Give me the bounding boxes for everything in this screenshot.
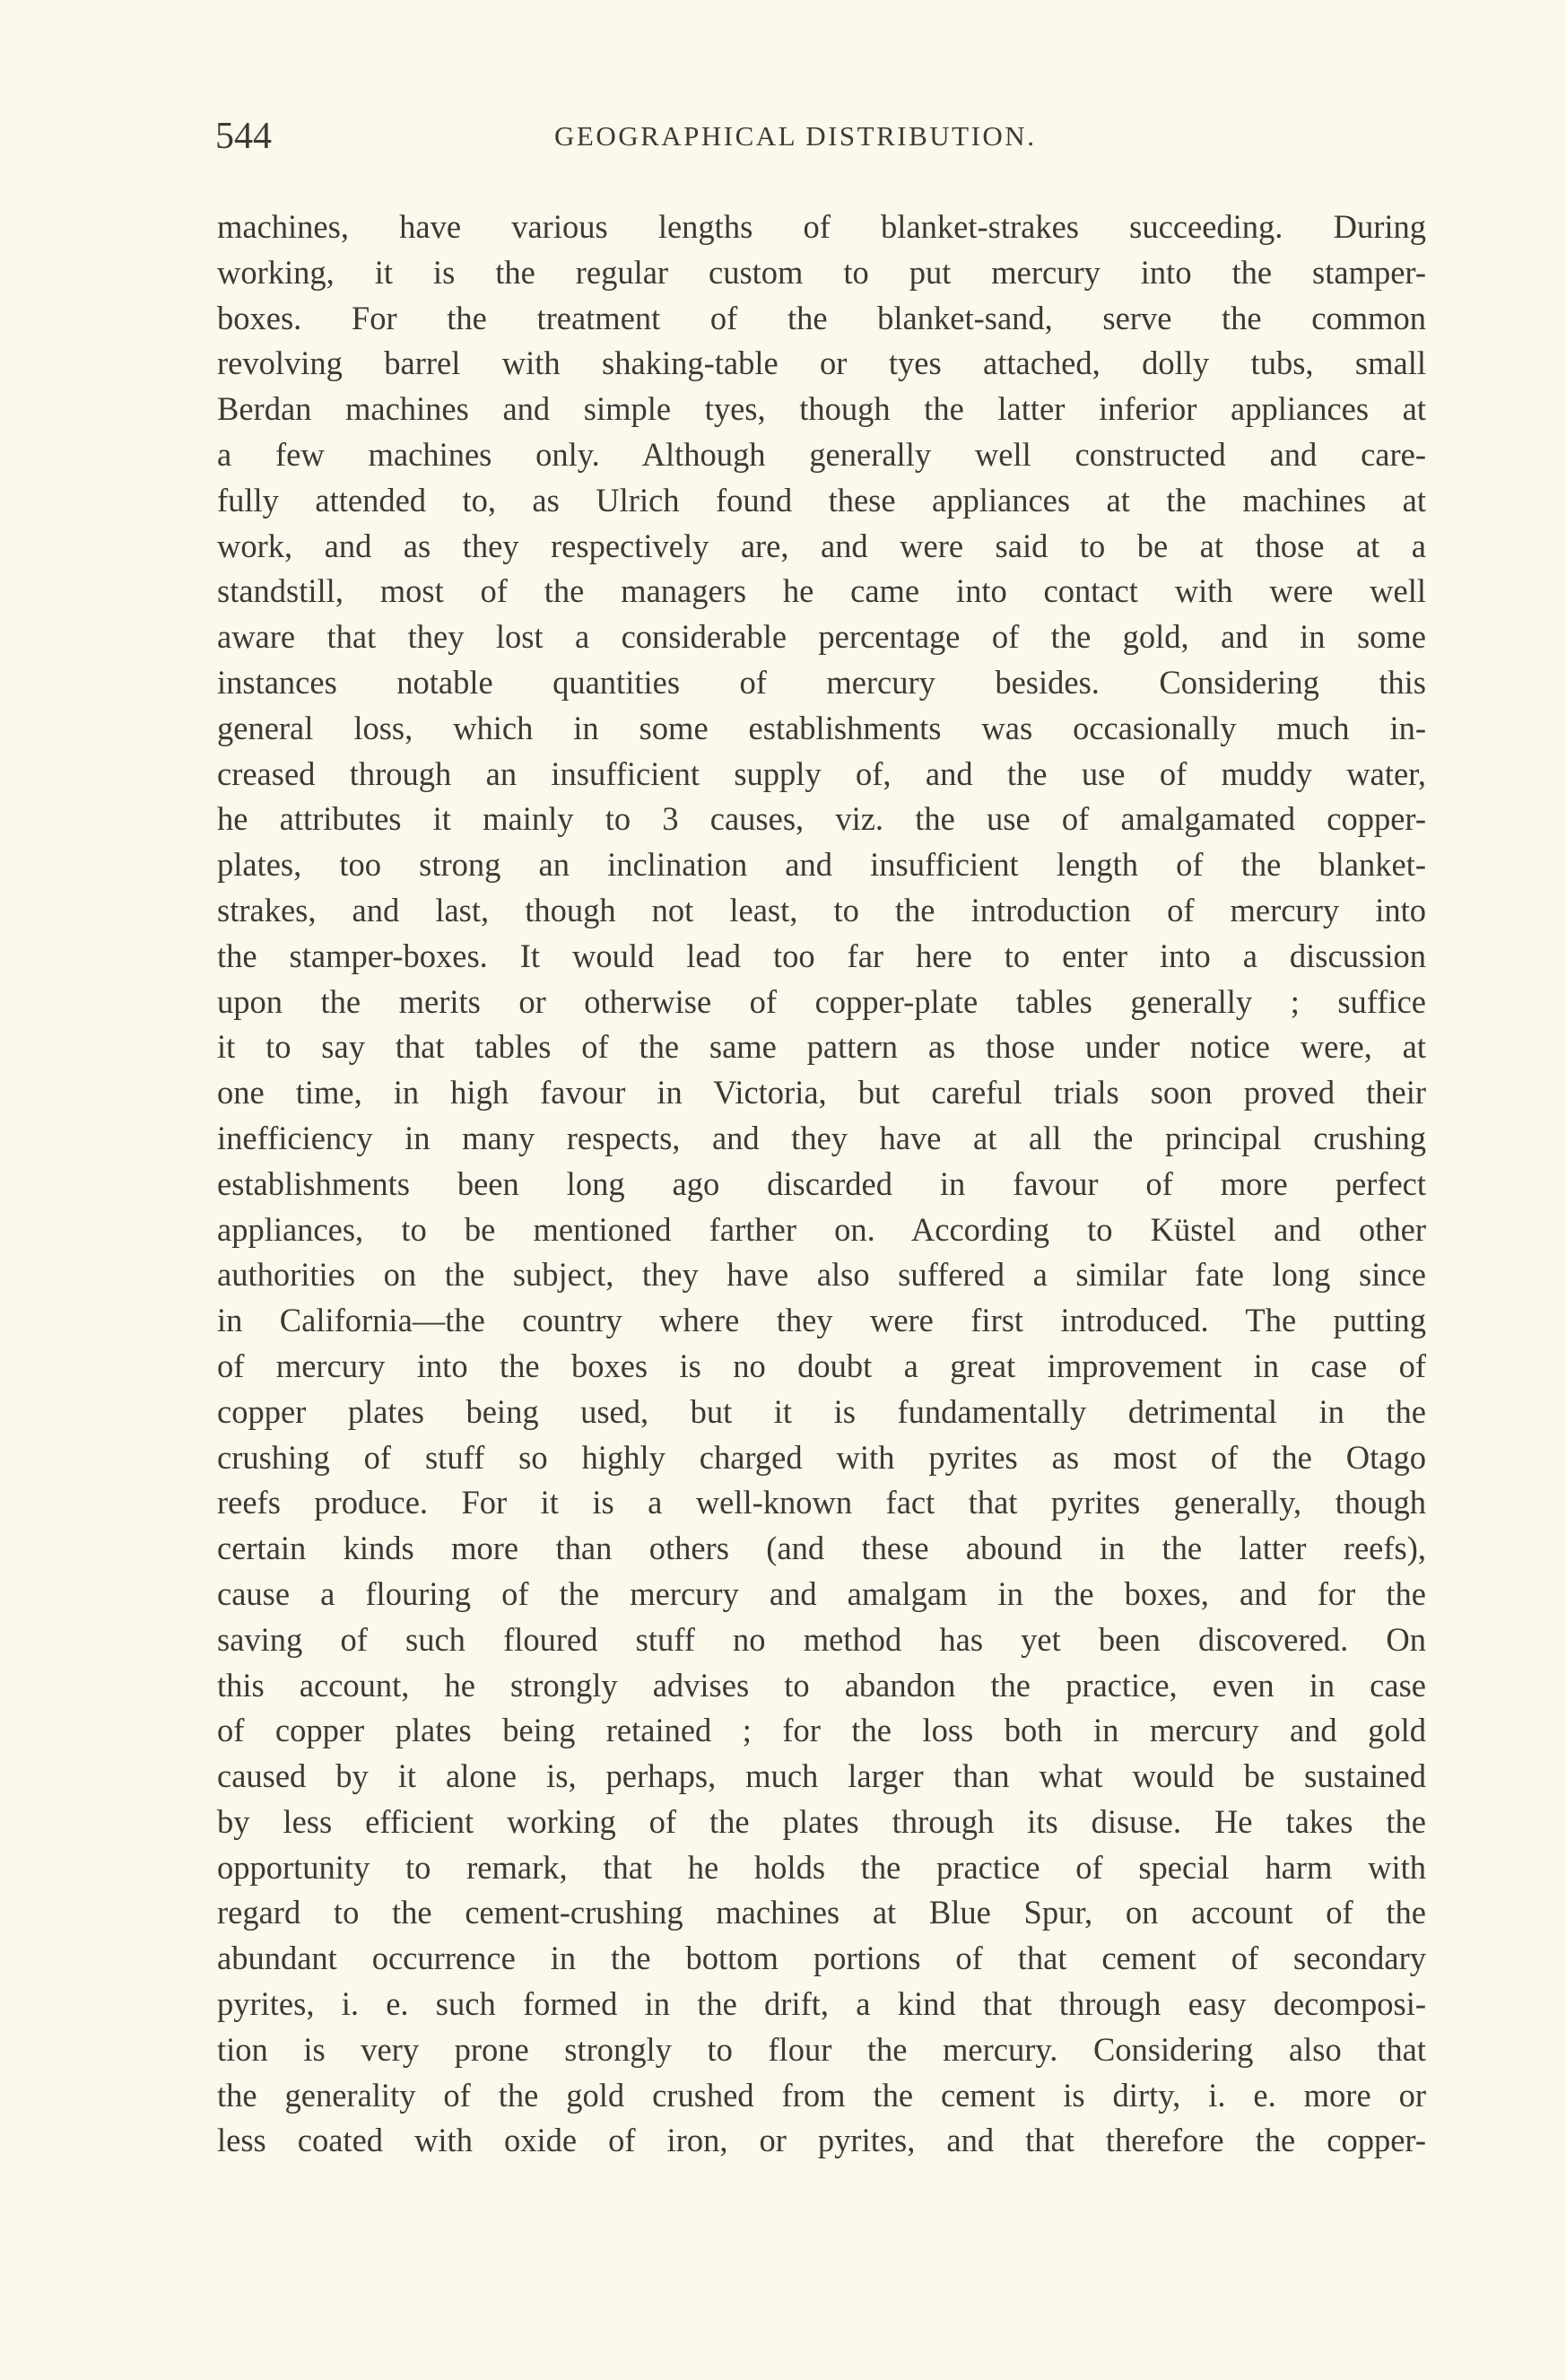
text-line: saving of such floured stuff no method has yet been discovered. On bbox=[217, 1620, 1426, 1658]
text-line: appliances, to be mentioned farther on. According to Küstel and other bbox=[217, 1210, 1426, 1248]
text-line: strakes, and last, though not least, to the introduction of mercury into bbox=[217, 891, 1426, 928]
text-line: work, and as they respectively are, and were said to be at those at a bbox=[217, 527, 1426, 564]
page-number: 544 bbox=[215, 116, 272, 157]
text-line: the stamper-boxes. It would lead too far here to enter into a discussion bbox=[217, 937, 1426, 974]
text-line: revolving barrel with shaking-table or tyes attached, dolly tubs, small bbox=[217, 344, 1426, 382]
running-head: GEOGRAPHICAL DISTRIBUTION. bbox=[554, 120, 1037, 152]
text-line: of mercury into the boxes is no doubt a great improvement in case of bbox=[217, 1347, 1426, 1384]
text-line: machines, have various lengths of blanket-strakes succeeding. During bbox=[217, 208, 1426, 245]
text-line: Berdan machines and simple tyes, though the latter inferior appliances at bbox=[217, 390, 1426, 428]
text-line: a few machines only. Although generally well constructed and care- bbox=[217, 435, 1426, 473]
text-line: it to say that tables of the same pattern as those under notice were, at bbox=[217, 1028, 1426, 1066]
text-line: boxes. For the treatment of the blanket-sand, serve the common bbox=[217, 299, 1426, 336]
text-line: copper plates being used, but it is fundamentally detrimental in the bbox=[217, 1392, 1426, 1430]
body-text bbox=[217, 205, 1426, 2164]
text-line: establishments been long ago discarded in favour of more perfect bbox=[217, 1164, 1426, 1202]
text-line: upon the merits or otherwise of copper-plate tables generally ; suffice bbox=[217, 982, 1426, 1020]
text-line: by less efficient working of the plates through its disuse. He takes the bbox=[217, 1802, 1426, 1840]
text-line: of copper plates being retained ; for the loss both in mercury and gold bbox=[217, 1712, 1426, 1749]
text-line: inefficiency in many respects, and they have at all the principal crushing bbox=[217, 1119, 1426, 1156]
text-line: opportunity to remark, that he holds the practice of special harm with bbox=[217, 1848, 1426, 1886]
text-line: creased through an insufficient supply of, and the use of muddy water, bbox=[217, 754, 1426, 792]
text-line: reefs produce. For it is a well-known fact that pyrites generally, though bbox=[217, 1484, 1426, 1521]
text-line: pyrites, i. e. such formed in the drift, a kind that through easy decomposi- bbox=[217, 1985, 1426, 2023]
text-line: fully attended to, as Ulrich found these appliances at the machines at bbox=[217, 481, 1426, 519]
text-line: general loss, which in some establishments was occasionally much in- bbox=[217, 709, 1426, 746]
text-line: cause a flouring of the mercury and amalgam in the boxes, and for the bbox=[217, 1574, 1426, 1612]
text-line: certain kinds more than others (and these abound in the latter reefs), bbox=[217, 1530, 1426, 1567]
text-line: tion is very prone strongly to flour the mercury. Considering also that bbox=[217, 2030, 1426, 2068]
text-line: authorities on the subject, they have also suffered a similar fate long since bbox=[217, 1256, 1426, 1294]
text-line: plates, too strong an inclination and insufficient length of the blanket- bbox=[217, 846, 1426, 884]
text-line: crushing of stuff so highly charged with pyrites as most of the Otago bbox=[217, 1438, 1426, 1476]
text-line: aware that they lost a considerable percentage of the gold, and in some bbox=[217, 618, 1426, 656]
text-line: one time, in high favour in Victoria, but careful trials soon proved their bbox=[217, 1074, 1426, 1112]
text-line: less coated with oxide of iron, or pyrites, and that therefore the copper- bbox=[217, 2122, 1426, 2159]
text-line: the generality of the gold crushed from the cement is dirty, i. e. more or bbox=[217, 2076, 1426, 2114]
text-line: he attributes it mainly to 3 causes, viz. the use of amalgamated copper- bbox=[217, 800, 1426, 838]
text-line: caused by it alone is, perhaps, much larger than what would be sustained bbox=[217, 1757, 1426, 1795]
text-line: working, it is the regular custom to put mercury into the stamper- bbox=[217, 253, 1426, 291]
text-line: abundant occurrence in the bottom portions of that cement of secondary bbox=[217, 1940, 1426, 1977]
text-line: instances notable quantities of mercury besides. Considering this bbox=[217, 663, 1426, 701]
text-line: standstill, most of the managers he came into contact with were well bbox=[217, 572, 1426, 610]
text-line: this account, he strongly advises to abandon the practice, even in case bbox=[217, 1666, 1426, 1704]
text-line: regard to the cement-crushing machines at Blue Spur, on account of the bbox=[217, 1894, 1426, 1931]
text-line: in California—the country where they were first introduced. The putting bbox=[217, 1302, 1426, 1339]
